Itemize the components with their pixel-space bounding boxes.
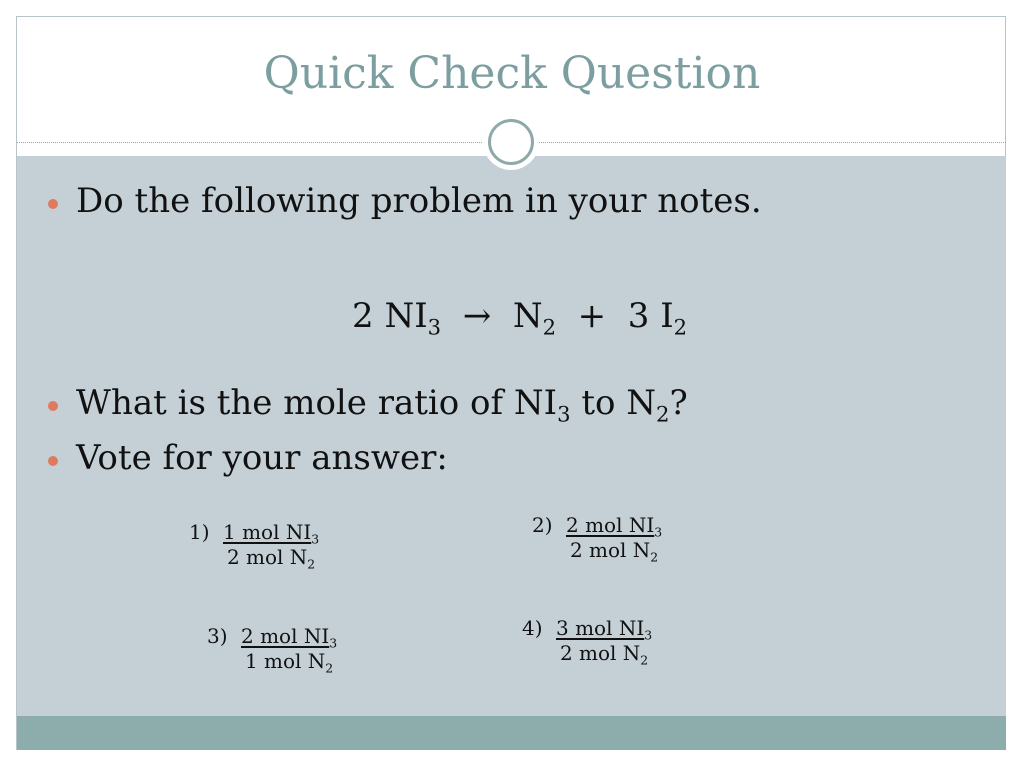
option-denominator: [244, 649, 334, 676]
option-denominator: [559, 641, 649, 668]
denominator-subscript: 2: [325, 660, 334, 676]
denominator-text: 2 mol N: [226, 545, 308, 569]
answer-option-4: [522, 616, 652, 666]
numerator-text: 3 mol NI: [556, 616, 645, 640]
denominator-text: 2 mol N: [569, 538, 651, 562]
option-number: 1): [189, 520, 210, 544]
numerator-subscript: 3: [654, 524, 663, 540]
equation-species: N: [512, 296, 543, 336]
answer-option-3: [207, 624, 337, 674]
denominator-subscript: 2: [640, 652, 649, 668]
content-area: [17, 156, 1006, 716]
equation-coefficient: 3: [627, 296, 650, 336]
numerator-text: 1 mol NI: [223, 520, 312, 544]
chemical-equation: [352, 296, 688, 340]
denominator-text: 2 mol N: [559, 641, 641, 665]
equation-subscript: 3: [427, 314, 442, 340]
bullet-text-part: What is the mole ratio of NI: [76, 383, 558, 423]
arrow-icon: →: [462, 296, 492, 336]
equation-species: NI: [384, 296, 428, 336]
answer-option-1: [189, 520, 319, 570]
equation-subscript: 2: [673, 314, 688, 340]
option-numerator: [223, 520, 320, 547]
numerator-text: 2 mol NI: [566, 513, 655, 537]
option-numerator: [566, 513, 663, 540]
option-numerator: [241, 624, 338, 651]
option-denominator: [569, 538, 659, 565]
denominator-subscript: 2: [650, 549, 659, 565]
bullet-icon: [48, 401, 58, 411]
bullet-item: [48, 383, 688, 427]
circle-icon: [488, 119, 534, 165]
bullet-text-part: ?: [669, 383, 688, 423]
bullet-text-part: to N: [570, 383, 657, 423]
slide-title: Quick Check Question: [263, 48, 761, 99]
numerator-subscript: 3: [329, 635, 338, 651]
bullet-subscript: 2: [656, 401, 670, 427]
option-fraction: [241, 624, 337, 674]
option-fraction: [223, 520, 319, 570]
denominator-text: 1 mol N: [244, 649, 326, 673]
bullet-icon: [48, 456, 58, 466]
option-fraction: [556, 616, 652, 666]
equation-coefficient: 2: [352, 296, 374, 336]
equation-plus: +: [577, 296, 607, 336]
bullet-text: Do the following problem in your notes.: [76, 181, 762, 221]
answer-option-2: [532, 513, 662, 563]
option-number: 3): [207, 624, 228, 648]
bullet-item: [48, 183, 762, 220]
bullet-text: Vote for your answer:: [76, 438, 448, 478]
bullet-subscript: 3: [557, 401, 571, 427]
bullet-icon: [48, 199, 58, 209]
numerator-text: 2 mol NI: [241, 624, 330, 648]
numerator-subscript: 3: [644, 627, 653, 643]
numerator-subscript: 3: [311, 531, 320, 547]
footer-bar: [17, 716, 1006, 750]
bullet-item: [48, 440, 448, 477]
equation-species: I: [660, 296, 674, 336]
denominator-subscript: 2: [307, 556, 316, 572]
option-number: 2): [532, 513, 553, 537]
option-number: 4): [522, 616, 543, 640]
bullet-text: [48, 383, 688, 427]
equation-subscript: 2: [542, 314, 556, 340]
option-numerator: [556, 616, 653, 643]
option-fraction: [566, 513, 662, 563]
option-denominator: [226, 545, 316, 572]
